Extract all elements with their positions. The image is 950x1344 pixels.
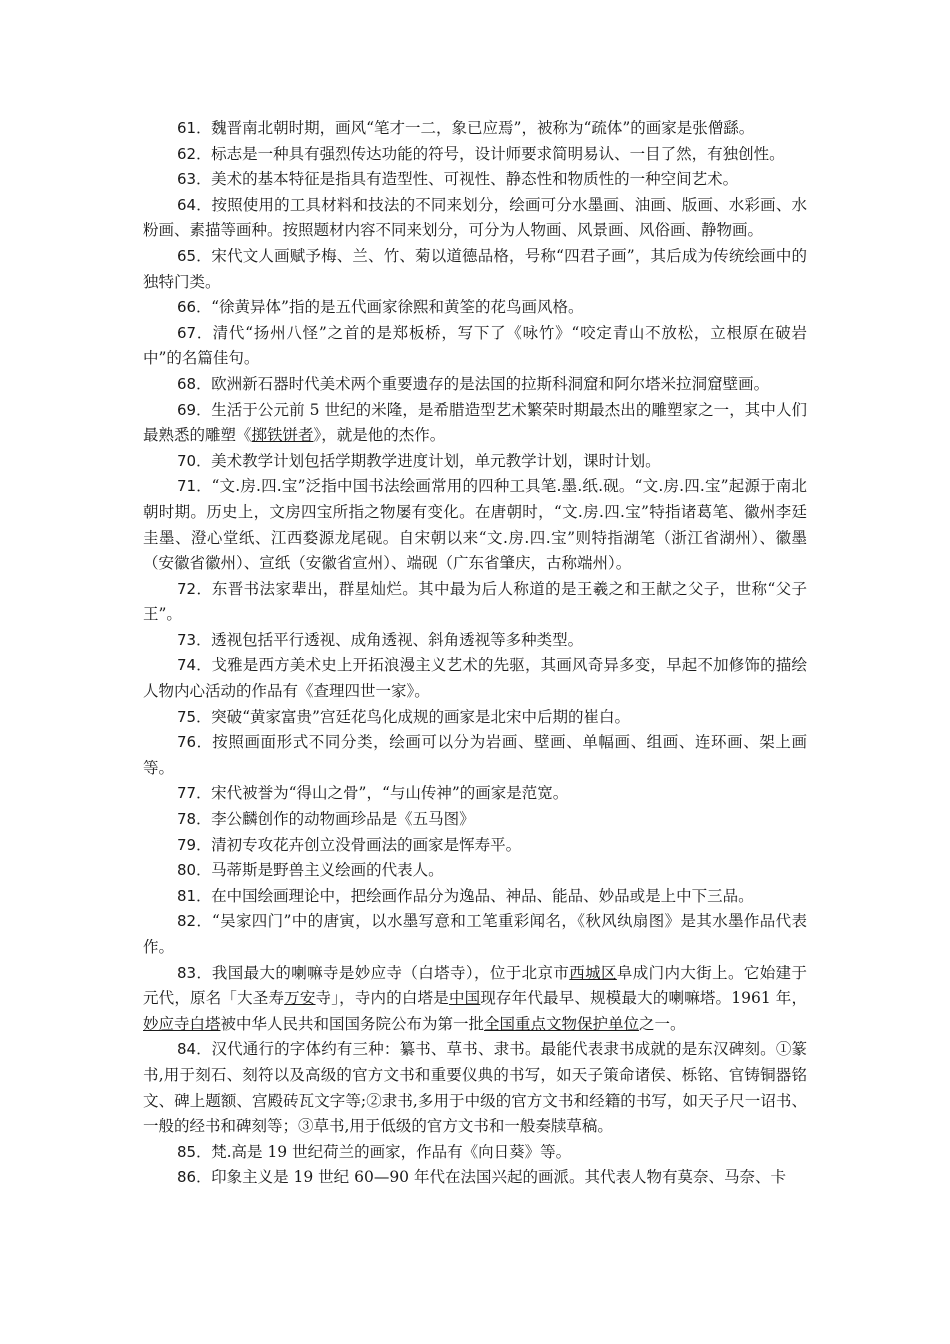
item-text: 在中国绘画理论中，把绘画作品分为逸品、神品、能品、妙品或是上中下三品。 bbox=[211, 886, 754, 905]
item-number: 86． bbox=[177, 1168, 212, 1187]
item-72 bbox=[143, 577, 807, 628]
item-number: 76． bbox=[177, 733, 213, 752]
item-text: 印象主义是 19 世纪 60—90 年代在法国兴起的画派。其代表人物有莫奈、马奈、卡 bbox=[211, 1168, 786, 1187]
item-number: 81． bbox=[177, 886, 212, 905]
item-text: 汉代通行的字体约有三种：纂书、草书、隶书。最能代表隶书成就的是东汉碑刻。①篆书,用于刻石、刻符以及高级的官方文书和重要仪典的书写，如天子策命诸侯、栎铭、官铸铜器铭文、碑上题额、宫殿砖瓦文字等;②隶书,多用于中级的官方文书和经籍的书写，如天子尺一诏书、一般的经书和碑刻等；③草书,用于低级的官方文书和一般奏牍草稿。 bbox=[143, 1040, 807, 1136]
item-text: 魏晋南北朝时期，画风“笔才一二，象已应焉”，被称为“疏体”的画家是张僧繇。 bbox=[211, 119, 755, 137]
item-number: 63． bbox=[177, 170, 212, 189]
item-text: 之一。 bbox=[639, 1014, 686, 1033]
item-85 bbox=[143, 1140, 807, 1166]
item-83 bbox=[143, 961, 807, 1038]
item-number: 61． bbox=[177, 119, 212, 137]
item-text: 马蒂斯是野兽主义绘画的代表人。 bbox=[211, 861, 444, 880]
item-number: 66． bbox=[177, 298, 212, 317]
item-73 bbox=[143, 628, 807, 654]
item-text: 东晋书法家辈出，群星灿烂。其中最为后人称道的是王羲之和王献之父子，世称“父子王”。 bbox=[143, 579, 807, 624]
item-number: 71． bbox=[177, 477, 212, 496]
item-63 bbox=[143, 167, 807, 193]
item-text: 我国最大的喇嘛寺是妙应寺（白塔寺），位于北京市 bbox=[211, 963, 570, 982]
item-86 bbox=[143, 1165, 807, 1191]
item-84 bbox=[143, 1037, 807, 1139]
item-81 bbox=[143, 884, 807, 910]
underlined-term: 掷铁饼者 bbox=[251, 426, 314, 445]
item-number: 77． bbox=[177, 784, 212, 803]
item-number: 67． bbox=[177, 323, 213, 342]
item-text: 被中华人民共和国国务院公布为第一批 bbox=[220, 1014, 485, 1033]
item-number: 82． bbox=[177, 912, 212, 931]
link-miaoying-temple-white-pagoda[interactable]: 妙应寺白塔 bbox=[143, 1014, 221, 1033]
item-text: 按照使用的工具材料和技法的不同来划分，绘画可分水墨画、油画、版画、水彩画、水粉画、素描等画种。按照题材内容不同来划分，可分为人物画、风景画、风俗画、静物画。 bbox=[143, 195, 807, 240]
item-number: 80． bbox=[177, 861, 212, 880]
item-text: 清代“扬州八怪”之首的是郑板桥，写下了《咏竹》“咬定青山不放松，立根原在破岩中”的名篇佳句。 bbox=[143, 323, 807, 368]
item-text: 寺」，寺内的白塔是 bbox=[315, 989, 449, 1008]
item-text: 清初专攻花卉创立没骨画法的画家是恽寿平。 bbox=[211, 835, 522, 854]
item-68 bbox=[143, 372, 807, 398]
item-text: 突破“黄家富贵”宫廷花鸟化成规的画家是北宋中后期的崔白。 bbox=[211, 707, 630, 726]
item-text: 生活于公元前 5 世纪的米隆，是希腊造型艺术繁荣时期最杰出的雕塑家之一，其中人们最熟悉的雕塑《 bbox=[143, 400, 808, 445]
item-text: 美术教学计划包括学期教学进度计划，单元教学计划，课时计划。 bbox=[211, 451, 661, 470]
item-69 bbox=[143, 398, 807, 449]
link-xicheng-district[interactable]: 西城区 bbox=[569, 963, 617, 982]
item-79 bbox=[143, 833, 807, 859]
item-number: 75． bbox=[177, 707, 212, 726]
item-67 bbox=[143, 321, 807, 372]
item-number: 68． bbox=[177, 374, 212, 393]
item-text: 透视包括平行透视、成角透视、斜角透视等多种类型。 bbox=[211, 630, 584, 649]
item-text: 美术的基本特征是指具有造型性、可视性、静态性和物质性的一种空间艺术。 bbox=[211, 170, 739, 189]
document-page bbox=[143, 116, 807, 1191]
item-text: 按照画面形式不同分类，绘画可以分为岩画、壁画、单幅画、组画、连环画、架上画等。 bbox=[143, 733, 807, 777]
item-number: 62． bbox=[177, 144, 212, 163]
item-text: 标志是一种具有强烈传达功能的符号，设计师要求简明易认、一目了然，有独创性。 bbox=[211, 144, 785, 163]
item-text: 》，就是他的杰作。 bbox=[313, 426, 446, 445]
item-77 bbox=[143, 781, 807, 807]
item-number: 73． bbox=[177, 630, 212, 649]
item-text: “文.房.四.宝”泛指中国书法绘画常用的四种工具笔.墨.纸.砚。“文.房.四.宝”起源于南北朝时期。历史上，文房四宝所指之物屡有变化。在唐朝时，“文.房.四.宝”特指诸葛笔、徽州李廷圭墨、澄心堂纸、江西婺源龙尾砚。自宋朝以来“文.房.四.宝”则特指湖笔（浙江省湖州）、徽墨（安徽省徽州）、宣纸（安徽省宣州）、端砚（广东省肇庆，古称端州）。 bbox=[143, 477, 807, 573]
item-61 bbox=[143, 116, 807, 142]
item-number: 70． bbox=[177, 451, 212, 470]
item-text: “徐黄异体”指的是五代画家徐熙和黄筌的花鸟画风格。 bbox=[211, 298, 584, 317]
item-66 bbox=[143, 295, 807, 321]
item-text: 欧洲新石器时代美术两个重要遗存的是法国的拉斯科洞窟和阿尔塔米拉洞窟壁画。 bbox=[211, 374, 770, 393]
item-text: 李公麟创作的动物画珍品是《五马图》 bbox=[211, 810, 475, 829]
item-74 bbox=[143, 653, 807, 704]
item-number: 74． bbox=[177, 656, 212, 675]
item-62 bbox=[143, 142, 807, 168]
item-65 bbox=[143, 244, 807, 295]
item-76 bbox=[143, 730, 807, 781]
item-number: 64． bbox=[177, 195, 212, 214]
item-text: 宋代被誉为“得山之骨”，“与山传神”的画家是范宽。 bbox=[211, 784, 569, 803]
item-text: 梵.高是 19 世纪荷兰的画家，作品有《向日葵》等。 bbox=[211, 1142, 572, 1161]
item-number: 84． bbox=[177, 1040, 212, 1059]
item-82 bbox=[143, 909, 807, 960]
item-text: 宋代文人画赋予梅、兰、竹、菊以道德品格，号称“四君子画”，其后成为传统绘画中的独特门类。 bbox=[143, 246, 807, 291]
item-text: 现存年代最早、规模最大的喇嘛塔。1961 年， bbox=[480, 989, 807, 1008]
link-china[interactable]: 中国 bbox=[448, 989, 481, 1008]
item-number: 79． bbox=[177, 835, 212, 854]
item-64 bbox=[143, 193, 807, 244]
item-78 bbox=[143, 807, 807, 833]
item-80 bbox=[143, 858, 807, 884]
item-75 bbox=[143, 705, 807, 731]
link-national-heritage-site[interactable]: 全国重点文物保护单位 bbox=[484, 1014, 640, 1033]
item-number: 83． bbox=[177, 963, 212, 982]
item-number: 72． bbox=[177, 579, 212, 598]
item-71 bbox=[143, 474, 807, 576]
item-number: 69． bbox=[177, 400, 212, 419]
item-text: “吴家四门”中的唐寅，以水墨写意和工笔重彩闻名，《秋风纨扇图》是其水墨作品代表作。 bbox=[143, 912, 807, 956]
item-number: 78． bbox=[177, 810, 212, 829]
link-wanan[interactable]: 万安 bbox=[284, 989, 316, 1008]
item-text: 戈雅是西方美术史上开拓浪漫主义艺术的先驱，其画风奇异多变，早起不加修饰的描绘人物内心活动的作品有《查理四世一家》。 bbox=[143, 656, 807, 701]
item-number: 85． bbox=[177, 1142, 212, 1161]
item-70 bbox=[143, 449, 807, 475]
item-number: 65． bbox=[177, 246, 212, 265]
item-text: 阜成门内大街上。它始建于元代，原名「大圣寿 bbox=[143, 963, 807, 1008]
